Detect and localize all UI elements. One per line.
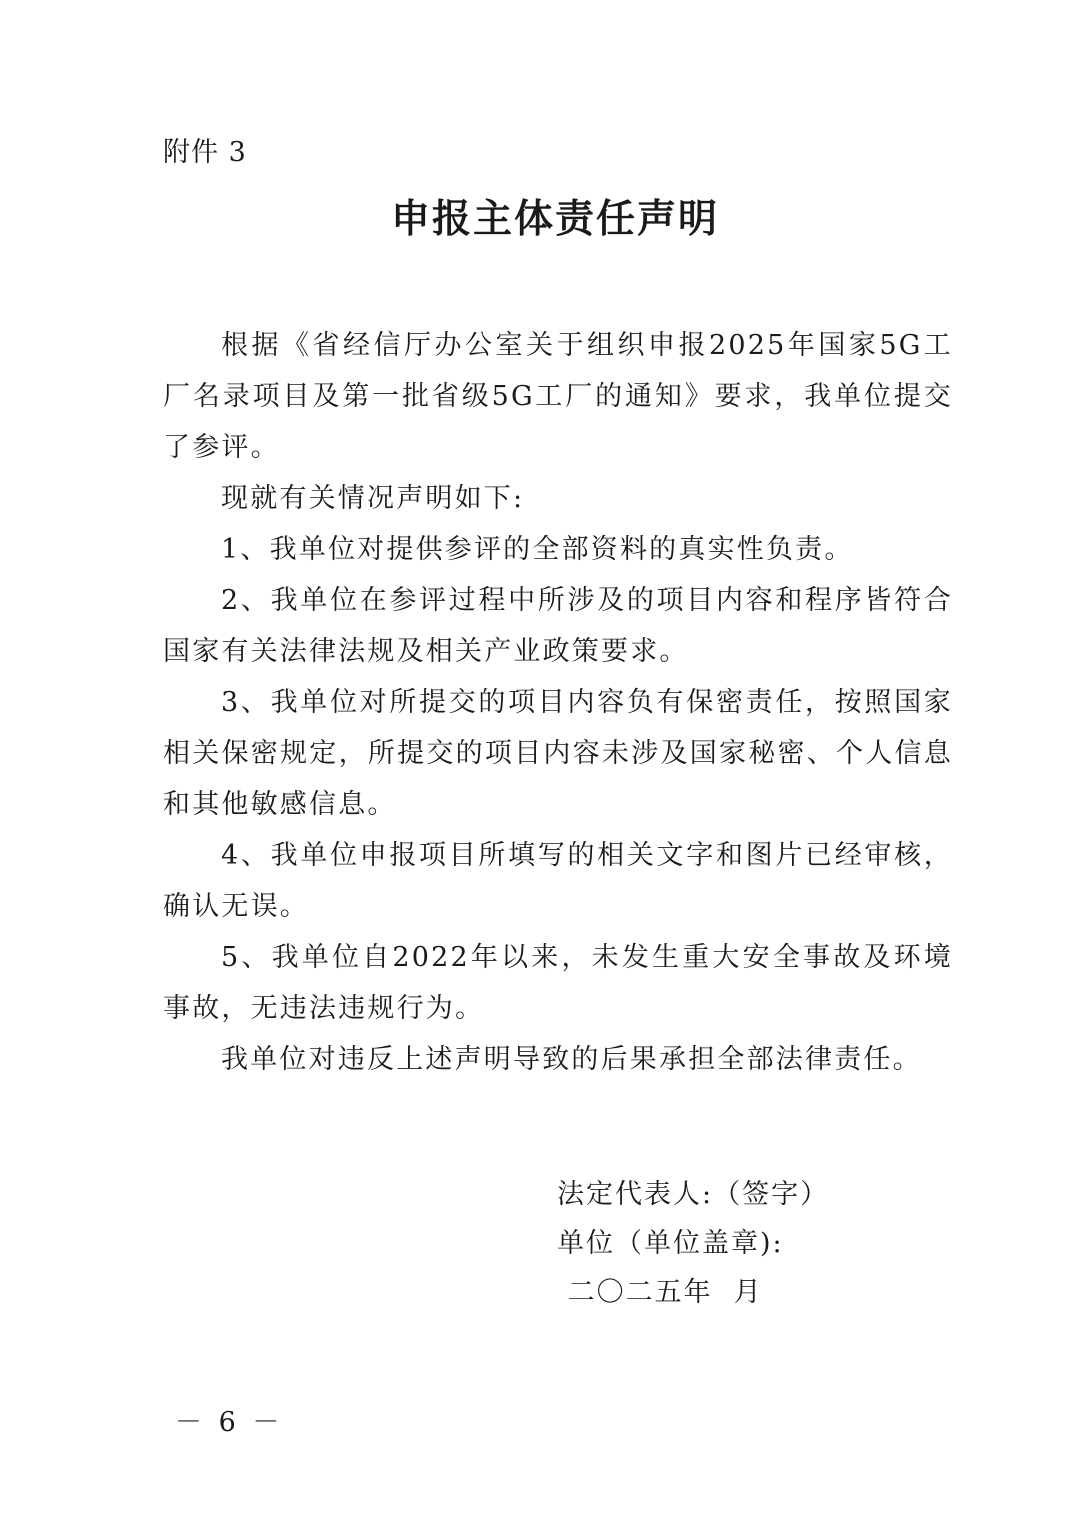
page-number: － 6 － [175,1407,284,1438]
paragraph-declaration-lead: 现就有关情况声明如下: [221,483,525,514]
date-line: 二〇二五年 月 [557,1277,763,1308]
paragraph-intro: 根据《省经信厅办公室关于组织申报2025年国家5G工厂名录项目及第一批省级5G工厂的通知》要求，我单位提交了参评。 [163,330,953,463]
legal-representative-line: 法定代表人:（签字） [557,1179,830,1210]
document-body [163,320,953,1085]
paragraph-item-2: 2、我单位在参评过程中所涉及的项目内容和程序皆符合国家有关法律法规及相关产业政策要求。 [163,585,953,667]
paragraph-item-1: 1、我单位对提供参评的全部资料的真实性负责。 [221,534,854,565]
paragraph-item-4: 4、我单位申报项目所填写的相关文字和图片已经审核，确认无误。 [163,840,953,922]
attachment-label: 附件 3 [163,137,247,168]
signature-block [557,1170,829,1317]
unit-seal-line: 单位（单位盖章): [557,1228,784,1259]
paragraph-item-3: 3、我单位对所提交的项目内容负有保密责任，按照国家相关保密规定，所提交的项目内容未涉及国家秘密、个人信息和其他敏感信息。 [163,687,953,820]
paragraph-item-5: 5、我单位自2022年以来，未发生重大安全事故及环境事故，无违法违规行为。 [163,942,953,1024]
document-title: 申报主体责任声明 [390,197,719,242]
paragraph-liability: 我单位对违反上述声明导致的后果承担全部法律责任。 [221,1044,922,1075]
